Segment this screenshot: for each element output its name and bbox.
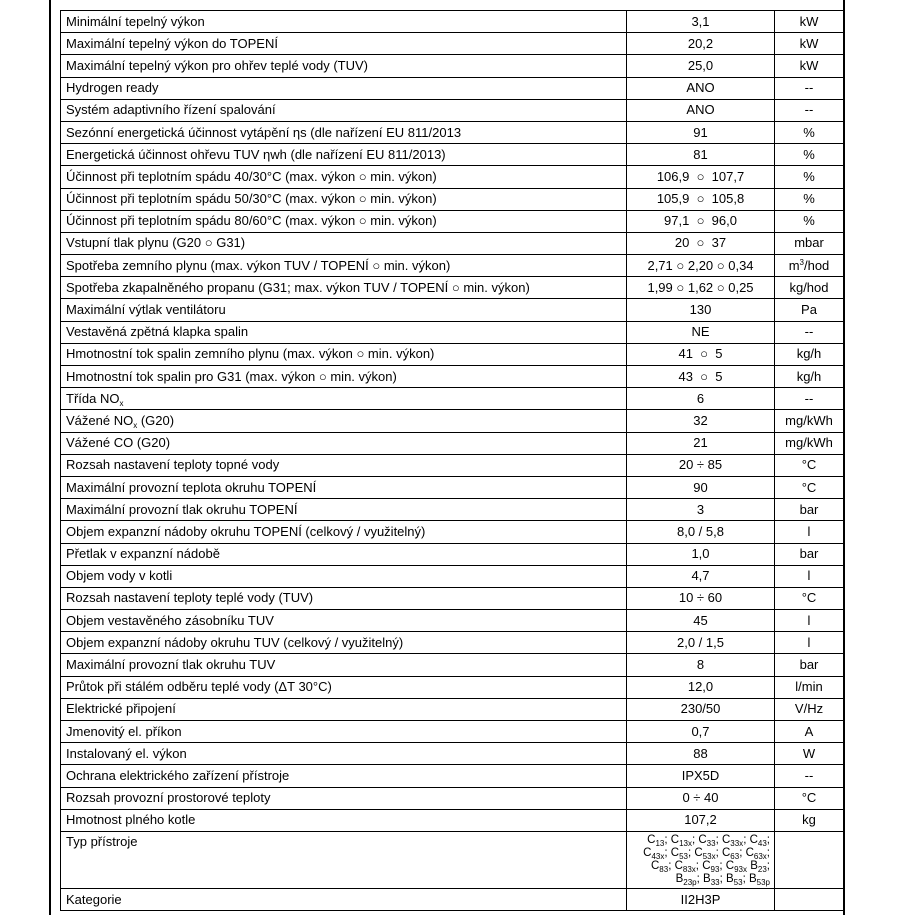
row-value: 45 bbox=[627, 610, 775, 632]
table-row bbox=[61, 721, 844, 743]
table-row bbox=[61, 521, 844, 543]
row-label: Maximální tepelný výkon do TOPENÍ bbox=[61, 33, 627, 55]
table-row bbox=[61, 499, 844, 521]
row-label: Vestavěná zpětná klapka spalin bbox=[61, 321, 627, 343]
row-unit: -- bbox=[775, 765, 844, 787]
row-label: Energetická účinnost ohřevu TUV ηwh (dle nařízení EU 811/2013) bbox=[61, 144, 627, 166]
row-label: Instalovaný el. výkon bbox=[61, 743, 627, 765]
row-value: 105,9 ○ 105,8 bbox=[627, 188, 775, 210]
table-row bbox=[61, 743, 844, 765]
table-row bbox=[61, 698, 844, 720]
label-text: Vážené NO bbox=[66, 412, 134, 428]
row-value: 81 bbox=[627, 144, 775, 166]
unit-text: m bbox=[788, 257, 800, 273]
row-unit: l bbox=[775, 610, 844, 632]
table-row bbox=[61, 610, 844, 632]
table-row bbox=[61, 144, 844, 166]
row-unit: l bbox=[775, 565, 844, 587]
row-value: 0,7 bbox=[627, 721, 775, 743]
table-row bbox=[61, 787, 844, 809]
device-type-code: $C_{33x}$; bbox=[721, 833, 750, 848]
row-value: 107,2 bbox=[627, 809, 775, 831]
row-value: 20 ○ 37 bbox=[627, 232, 775, 254]
row-value: 32 bbox=[627, 410, 775, 432]
row-value: NE bbox=[627, 321, 775, 343]
table-row bbox=[61, 454, 844, 476]
row-label: Rozsah nastavení teploty topné vody bbox=[61, 454, 627, 476]
row-label: Maximální výtlak ventilátoru bbox=[61, 299, 627, 321]
row-value: 3 bbox=[627, 499, 775, 521]
table-row bbox=[61, 77, 844, 99]
device-type-code: $C_{13}$; bbox=[647, 833, 671, 848]
row-label: Vážené CO (G20) bbox=[61, 432, 627, 454]
table-row bbox=[61, 809, 844, 831]
table-row bbox=[61, 55, 844, 77]
row-unit: W bbox=[775, 743, 844, 765]
row-unit: % bbox=[775, 210, 844, 232]
row-value: 88 bbox=[627, 743, 775, 765]
row-unit: kW bbox=[775, 55, 844, 77]
table-row bbox=[61, 255, 844, 277]
row-value: 91 bbox=[627, 121, 775, 143]
row-unit: °C bbox=[775, 787, 844, 809]
row-unit: l bbox=[775, 632, 844, 654]
table-row-category bbox=[61, 888, 844, 910]
device-type-code: $C_{83}$; bbox=[650, 859, 675, 874]
device-type-code: $C_{63}$; bbox=[721, 846, 746, 861]
row-unit: kg/hod bbox=[775, 277, 844, 299]
row-value: 4,7 bbox=[627, 565, 775, 587]
row-unit: % bbox=[775, 188, 844, 210]
row-unit: kW bbox=[775, 33, 844, 55]
row-unit: % bbox=[775, 121, 844, 143]
row-unit: bar bbox=[775, 543, 844, 565]
table-row bbox=[61, 765, 844, 787]
row-value: ANO bbox=[627, 99, 775, 121]
row-label: Hmotnostní tok spalin zemního plynu (max. výkon ○ min. výkon) bbox=[61, 343, 627, 365]
table-row bbox=[61, 432, 844, 454]
row-unit: kW bbox=[775, 11, 844, 33]
row-unit: l bbox=[775, 521, 844, 543]
row-unit: °C bbox=[775, 476, 844, 498]
row-label: Typ přístroje bbox=[61, 831, 627, 888]
row-value: 10 ÷ 60 bbox=[627, 587, 775, 609]
device-type-code: $B_{53}$; bbox=[726, 872, 749, 887]
row-label: Ochrana elektrického zařízení přístroje bbox=[61, 765, 627, 787]
row-value: 130 bbox=[627, 299, 775, 321]
row-value: 20,2 bbox=[627, 33, 775, 55]
row-unit: V/Hz bbox=[775, 698, 844, 720]
device-type-code: $C_{53}$; bbox=[670, 846, 695, 861]
table-row bbox=[61, 565, 844, 587]
row-value: ANO bbox=[627, 77, 775, 99]
row-value: 41 ○ 5 bbox=[627, 343, 775, 365]
device-type-code: $C_{93x}$ bbox=[725, 859, 748, 874]
row-value: 3,1 bbox=[627, 11, 775, 33]
device-type-code: $C_{93}$; bbox=[702, 859, 726, 874]
row-label: Spotřeba zemního plynu (max. výkon TUV / TOPENÍ ○ min. výkon) bbox=[61, 255, 627, 277]
row-unit: -- bbox=[775, 77, 844, 99]
row-value: 106,9 ○ 107,7 bbox=[627, 166, 775, 188]
table-row bbox=[61, 277, 844, 299]
row-value: 8 bbox=[627, 654, 775, 676]
device-type-code: $C_{33}$; bbox=[698, 833, 722, 848]
row-value: 21 bbox=[627, 432, 775, 454]
row-value: 2,0 / 1,5 bbox=[627, 632, 775, 654]
row-label: Účinnost při teplotním spádu 40/30°C (max. výkon ○ min. výkon) bbox=[61, 166, 627, 188]
row-label: Jmenovitý el. příkon bbox=[61, 721, 627, 743]
device-type-code: $B_{23}$; bbox=[750, 859, 770, 874]
device-type-code: $B_{53p}$ bbox=[748, 872, 770, 887]
label-subscript: x bbox=[133, 420, 138, 430]
row-label: Průtok při stálém odběru teplé vody (ΔT 30°C) bbox=[61, 676, 627, 698]
row-label: Rozsah nastavení teploty teplé vody (TUV) bbox=[61, 587, 627, 609]
row-label: Účinnost při teplotním spádu 50/30°C (max. výkon ○ min. výkon) bbox=[61, 188, 627, 210]
device-type-code: $C_{53x}$; bbox=[694, 846, 722, 861]
row-label: Elektrické připojení bbox=[61, 698, 627, 720]
row-label: Maximální provozní tlak okruhu TUV bbox=[61, 654, 627, 676]
row-unit: -- bbox=[775, 99, 844, 121]
row-value: 6 bbox=[627, 388, 775, 410]
table-row bbox=[61, 343, 844, 365]
row-value: 2,71 ○ 2,20 ○ 0,34 bbox=[627, 255, 775, 277]
row-label: Objem expanzní nádoby okruhu TUV (celkový / využitelný) bbox=[61, 632, 627, 654]
row-label: Objem vody v kotli bbox=[61, 565, 627, 587]
row-label: Účinnost při teplotním spádu 80/60°C (max. výkon ○ min. výkon) bbox=[61, 210, 627, 232]
row-unit: l/min bbox=[775, 676, 844, 698]
table-row bbox=[61, 543, 844, 565]
row-label: Kategorie bbox=[61, 888, 627, 910]
row-label: Rozsah provozní prostorové teploty bbox=[61, 787, 627, 809]
table-row bbox=[61, 476, 844, 498]
technical-spec-table bbox=[60, 10, 844, 911]
row-value: 90 bbox=[627, 476, 775, 498]
row-unit bbox=[775, 831, 844, 888]
table-row bbox=[61, 99, 844, 121]
row-value: 97,1 ○ 96,0 bbox=[627, 210, 775, 232]
table-row bbox=[61, 676, 844, 698]
row-value: 230/50 bbox=[627, 698, 775, 720]
row-unit bbox=[775, 888, 844, 910]
label-subscript: x bbox=[119, 398, 124, 408]
table-row bbox=[61, 410, 844, 432]
row-unit: °C bbox=[775, 587, 844, 609]
row-unit: -- bbox=[775, 321, 844, 343]
row-label: Maximální provozní tlak okruhu TOPENÍ bbox=[61, 499, 627, 521]
table-row bbox=[61, 321, 844, 343]
row-label: Hmotnost plného kotle bbox=[61, 809, 627, 831]
table-row bbox=[61, 299, 844, 321]
label-text: Třída NO bbox=[66, 390, 120, 406]
device-type-code: $B_{33}$; bbox=[703, 872, 726, 887]
row-label: Objem vestavěného zásobníku TUV bbox=[61, 610, 627, 632]
table-row bbox=[61, 166, 844, 188]
device-type-code: $C_{13x}$; bbox=[670, 833, 699, 848]
device-type-code: $C_{83x}$; bbox=[674, 859, 703, 874]
row-value: II2H3P bbox=[627, 888, 775, 910]
row-unit: Pa bbox=[775, 299, 844, 321]
table-row bbox=[61, 33, 844, 55]
table-row bbox=[61, 366, 844, 388]
row-unit: mg/kWh bbox=[775, 410, 844, 432]
row-label: Objem expanzní nádoby okruhu TOPENÍ (celkový / využitelný) bbox=[61, 521, 627, 543]
row-unit: kg/h bbox=[775, 366, 844, 388]
table-row bbox=[61, 587, 844, 609]
table-row-device-type bbox=[61, 831, 844, 888]
row-label bbox=[61, 388, 627, 410]
device-type-code: $C_{43}$; bbox=[749, 833, 770, 848]
row-value: 0 ÷ 40 bbox=[627, 787, 775, 809]
row-value: 43 ○ 5 bbox=[627, 366, 775, 388]
row-unit: °C bbox=[775, 454, 844, 476]
device-type-code: $C_{43x}$; bbox=[643, 846, 671, 861]
row-label: Systém adaptivního řízení spalování bbox=[61, 99, 627, 121]
row-value: 1,99 ○ 1,62 ○ 0,25 bbox=[627, 277, 775, 299]
row-unit: bar bbox=[775, 499, 844, 521]
table-row bbox=[61, 210, 844, 232]
row-unit: bar bbox=[775, 654, 844, 676]
row-label: Spotřeba zkapalněného propanu (G31; max. výkon TUV / TOPENÍ ○ min. výkon) bbox=[61, 277, 627, 299]
device-type-codes bbox=[627, 831, 775, 888]
row-unit: kg/h bbox=[775, 343, 844, 365]
row-label: Hmotnostní tok spalin pro G31 (max. výkon ○ min. výkon) bbox=[61, 366, 627, 388]
device-type-code: $B_{23p}$; bbox=[675, 872, 704, 887]
row-unit bbox=[775, 255, 844, 277]
row-value: IPX5D bbox=[627, 765, 775, 787]
table-row bbox=[61, 188, 844, 210]
table-row bbox=[61, 232, 844, 254]
unit-text: /hod bbox=[803, 257, 830, 273]
label-text: (G20) bbox=[137, 412, 175, 428]
row-label bbox=[61, 410, 627, 432]
row-label: Vstupní tlak plynu (G20 ○ G31) bbox=[61, 232, 627, 254]
row-value: 25,0 bbox=[627, 55, 775, 77]
table-row bbox=[61, 11, 844, 33]
row-label: Minimální tepelný výkon bbox=[61, 11, 627, 33]
row-value: 12,0 bbox=[627, 676, 775, 698]
row-label: Maximální provozní teplota okruhu TOPENÍ bbox=[61, 476, 627, 498]
unit-superscript: 3 bbox=[799, 257, 804, 267]
table-row bbox=[61, 654, 844, 676]
row-unit: % bbox=[775, 166, 844, 188]
row-unit: A bbox=[775, 721, 844, 743]
row-unit: -- bbox=[775, 388, 844, 410]
row-label: Sezónní energetická účinnost vytápění ηs (dle nařízení EU 811/2013 bbox=[61, 121, 627, 143]
table-row bbox=[61, 121, 844, 143]
table-row bbox=[61, 632, 844, 654]
row-unit: % bbox=[775, 144, 844, 166]
row-unit: kg bbox=[775, 809, 844, 831]
row-value: 8,0 / 5,8 bbox=[627, 521, 775, 543]
device-type-code: $C_{63x}$; bbox=[745, 846, 770, 861]
row-label: Přetlak v expanzní nádobě bbox=[61, 543, 627, 565]
row-value: 1,0 bbox=[627, 543, 775, 565]
spec-table-body bbox=[61, 11, 844, 911]
row-unit: mbar bbox=[775, 232, 844, 254]
row-unit: mg/kWh bbox=[775, 432, 844, 454]
table-row bbox=[61, 388, 844, 410]
row-label: Hydrogen ready bbox=[61, 77, 627, 99]
row-label: Maximální tepelný výkon pro ohřev teplé vody (TUV) bbox=[61, 55, 627, 77]
row-value: 20 ÷ 85 bbox=[627, 454, 775, 476]
